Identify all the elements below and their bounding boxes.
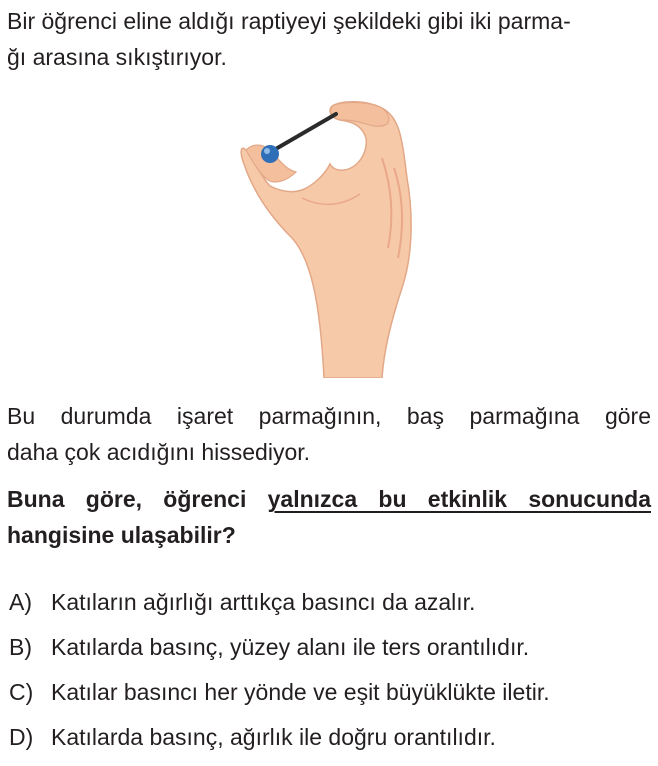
- option-d[interactable]: [9, 722, 496, 752]
- pushpin-head: [261, 145, 279, 163]
- option-d-letter: D): [9, 724, 34, 750]
- question-part-1: Buna göre, öğrenci: [7, 486, 268, 512]
- index-finger: [331, 102, 389, 126]
- option-a-text: Katıların ağırlığı arttıkça basıncı da azalır.: [51, 589, 476, 615]
- observation-line-2: daha çok acıdığını hissediyor.: [7, 439, 311, 465]
- intro-line-1: Bir öğrenci eline aldığı raptiyeyi şekildeki gibi iki parma-: [7, 8, 571, 34]
- question-line-2: hangisine ulaşabilir?: [7, 522, 236, 548]
- option-c[interactable]: [9, 677, 550, 707]
- question-underlined: yalnızca bu etkinlik sonucunda: [267, 486, 651, 512]
- question-line-1: [7, 481, 651, 517]
- hand-holding-pushpin-illustration: [232, 98, 422, 378]
- hand-shape: [241, 102, 411, 378]
- option-a-letter: A): [9, 589, 32, 615]
- option-b[interactable]: [9, 632, 529, 662]
- pushpin-highlight: [264, 148, 270, 154]
- question-text: [7, 481, 651, 553]
- option-c-letter: C): [9, 679, 34, 705]
- observation-line-1: Bu durumda işaret parmağının, baş parmağına göre: [7, 403, 651, 429]
- option-a[interactable]: [9, 587, 475, 617]
- intro-text: [7, 3, 647, 75]
- intro-line-2: ğı arasına sıkıştırıyor.: [7, 44, 227, 70]
- option-c-text: Katılar basıncı her yönde ve eşit büyüklükte iletir.: [51, 679, 550, 705]
- option-b-letter: B): [9, 634, 32, 660]
- option-b-text: Katılarda basınç, yüzey alanı ile ters orantılıdır.: [51, 634, 530, 660]
- option-d-text: Katılarda basınç, ağırlık ile doğru orantılıdır.: [51, 724, 496, 750]
- pushpin-needle: [274, 114, 336, 150]
- observation-text: [7, 398, 651, 470]
